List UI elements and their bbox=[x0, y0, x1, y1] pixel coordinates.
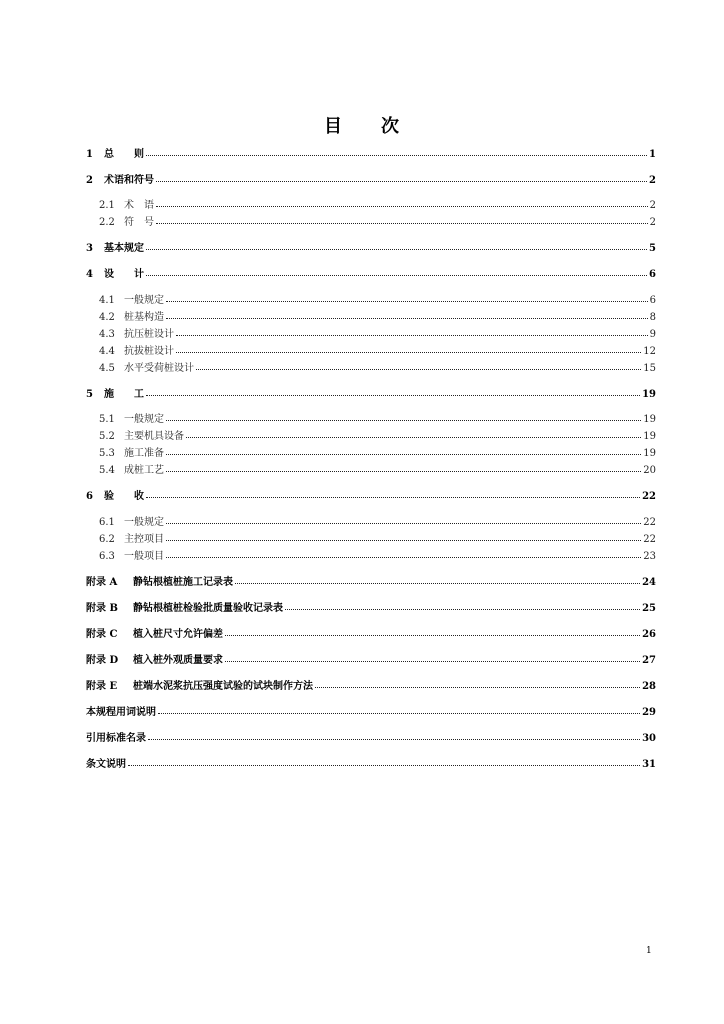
toc-entry-number: 附录 C bbox=[86, 629, 118, 640]
dot-leader bbox=[166, 470, 641, 472]
toc-entry-label: 一般规定 bbox=[124, 517, 164, 528]
toc-entry-page: 19 bbox=[643, 431, 656, 442]
toc-entry-label: 验 收 bbox=[104, 491, 144, 502]
dot-leader bbox=[166, 522, 641, 524]
toc-entry-page: 6 bbox=[649, 295, 656, 306]
toc-entry[interactable] bbox=[86, 428, 656, 442]
toc-entry-number: 附录 B bbox=[86, 603, 118, 614]
toc-entry-label: 本规程用词说明 bbox=[86, 707, 156, 718]
toc-entry-label: 施工准备 bbox=[124, 448, 164, 459]
toc-title: 目 次 bbox=[324, 116, 400, 137]
dot-leader bbox=[166, 419, 641, 421]
toc-entry[interactable] bbox=[86, 514, 656, 528]
toc-entry-number: 4.1 bbox=[99, 295, 115, 306]
toc-entry-label: 桩基构造 bbox=[124, 312, 164, 323]
toc-entry[interactable] bbox=[86, 600, 656, 614]
toc-entry-number: 4 bbox=[86, 269, 93, 280]
toc-entry-page: 2 bbox=[649, 175, 656, 186]
toc-entry-page: 27 bbox=[642, 655, 656, 666]
dot-leader bbox=[166, 317, 648, 319]
toc-entry-page: 2 bbox=[649, 200, 656, 211]
toc-entry[interactable] bbox=[86, 343, 656, 357]
toc-entry-number: 4.3 bbox=[99, 329, 115, 340]
toc-entry-label: 一般规定 bbox=[124, 414, 164, 425]
toc-entry-page: 19 bbox=[643, 414, 656, 425]
toc-entry[interactable] bbox=[86, 678, 656, 692]
toc-entry-number: 附录 A bbox=[86, 577, 118, 588]
dot-leader bbox=[315, 686, 640, 688]
toc-entry-page: 19 bbox=[642, 389, 656, 400]
dot-leader bbox=[166, 539, 641, 541]
toc-entry[interactable] bbox=[86, 326, 656, 340]
toc-entry-page: 8 bbox=[649, 312, 656, 323]
toc-entry[interactable] bbox=[86, 240, 656, 254]
toc-entry-page: 31 bbox=[642, 759, 656, 770]
toc-entry-page: 9 bbox=[649, 329, 656, 340]
dot-leader bbox=[176, 351, 641, 353]
toc-entry-label: 静钻根植桩检验批质量验收记录表 bbox=[133, 603, 283, 614]
page-number: 1 bbox=[646, 946, 652, 956]
dot-leader bbox=[166, 453, 641, 455]
dot-leader bbox=[156, 222, 648, 224]
toc-entry-label: 设 计 bbox=[104, 269, 144, 280]
toc-entry-page: 20 bbox=[643, 465, 656, 476]
dot-leader bbox=[156, 180, 647, 182]
toc-entry-number: 5.4 bbox=[99, 465, 115, 476]
toc-entry-page: 25 bbox=[642, 603, 656, 614]
toc-entry-label: 抗拔桩设计 bbox=[124, 346, 174, 357]
toc-entry-label: 成桩工艺 bbox=[124, 465, 164, 476]
dot-leader bbox=[176, 334, 648, 336]
toc-entry[interactable] bbox=[86, 411, 656, 425]
toc-entry-label: 引用标准名录 bbox=[86, 733, 146, 744]
toc-entry-page: 12 bbox=[643, 346, 656, 357]
toc-entry-number: 4.5 bbox=[99, 363, 115, 374]
toc-entry-label: 基本规定 bbox=[104, 243, 144, 254]
toc-entry[interactable] bbox=[86, 652, 656, 666]
toc-entry-page: 23 bbox=[643, 551, 656, 562]
toc-entry-label: 主要机具设备 bbox=[124, 431, 184, 442]
toc-entry[interactable] bbox=[86, 146, 656, 160]
toc-entry-page: 30 bbox=[642, 733, 656, 744]
dot-leader bbox=[225, 660, 640, 662]
toc-entry[interactable] bbox=[86, 309, 656, 323]
dot-leader bbox=[186, 436, 641, 438]
toc-entry-page: 19 bbox=[643, 448, 656, 459]
dot-leader bbox=[196, 368, 641, 370]
toc-entry-number: 3 bbox=[86, 243, 93, 254]
toc-entry-page: 26 bbox=[642, 629, 656, 640]
toc-entry-page: 6 bbox=[649, 269, 656, 280]
toc-entry-number: 6.3 bbox=[99, 551, 115, 562]
toc-entry[interactable] bbox=[86, 292, 656, 306]
toc-entry-page: 1 bbox=[649, 149, 656, 160]
toc-entry-number: 6.2 bbox=[99, 534, 115, 545]
toc-entry[interactable] bbox=[86, 626, 656, 640]
toc-entry-number: 2.1 bbox=[99, 200, 115, 211]
toc-entry-number: 6 bbox=[86, 491, 93, 502]
toc-entry-page: 5 bbox=[649, 243, 656, 254]
toc-entry-number: 5.1 bbox=[99, 414, 115, 425]
dot-leader bbox=[156, 205, 648, 207]
toc-entry[interactable] bbox=[86, 360, 656, 374]
toc-entry-number: 6.1 bbox=[99, 517, 115, 528]
toc-entry-number: 5.3 bbox=[99, 448, 115, 459]
toc-entry-number: 1 bbox=[86, 149, 93, 160]
dot-leader bbox=[166, 556, 641, 558]
toc-entry-number: 2.2 bbox=[99, 217, 115, 228]
toc-entry[interactable] bbox=[86, 756, 656, 770]
toc-entry-label: 抗压桩设计 bbox=[124, 329, 174, 340]
toc-entry-page: 22 bbox=[643, 534, 656, 545]
toc-entry[interactable] bbox=[86, 531, 656, 545]
toc-entry-page: 2 bbox=[649, 217, 656, 228]
toc-entry[interactable] bbox=[86, 730, 656, 744]
toc-entry[interactable] bbox=[86, 172, 656, 186]
toc-entry-label: 施 工 bbox=[104, 389, 144, 400]
toc-entry-number: 4.2 bbox=[99, 312, 115, 323]
toc-entry-number: 5 bbox=[86, 389, 93, 400]
toc-entry[interactable] bbox=[86, 214, 656, 228]
dot-leader bbox=[235, 582, 640, 584]
dot-leader bbox=[146, 248, 647, 250]
toc-entry-page: 24 bbox=[642, 577, 656, 588]
toc-entry-label: 条文说明 bbox=[86, 759, 126, 770]
toc-entry-page: 22 bbox=[643, 517, 656, 528]
toc-entry-label: 总 则 bbox=[104, 149, 144, 160]
toc-entry[interactable] bbox=[86, 266, 656, 280]
toc-entry-label: 水平受荷桩设计 bbox=[124, 363, 194, 374]
toc-entry[interactable] bbox=[86, 548, 656, 562]
toc-entry-number: 2 bbox=[86, 175, 93, 186]
toc-entry-number: 附录 D bbox=[86, 655, 119, 666]
toc-entry[interactable] bbox=[86, 462, 656, 476]
dot-leader bbox=[146, 394, 640, 396]
toc-entry-page: 15 bbox=[643, 363, 656, 374]
dot-leader bbox=[158, 712, 640, 714]
toc-entry-label: 术语和符号 bbox=[104, 175, 154, 186]
toc-entry-label: 一般项目 bbox=[124, 551, 164, 562]
toc-entry-label: 符 号 bbox=[124, 217, 154, 228]
toc-entry[interactable] bbox=[86, 197, 656, 211]
toc-entry-label: 主控项目 bbox=[124, 534, 164, 545]
dot-leader bbox=[146, 274, 647, 276]
toc-entry-label: 静钻根植桩施工记录表 bbox=[133, 577, 233, 588]
toc-entry-page: 28 bbox=[642, 681, 656, 692]
toc-entry[interactable] bbox=[86, 386, 656, 400]
toc-entry-number: 附录 E bbox=[86, 681, 118, 692]
toc-entry-page: 29 bbox=[642, 707, 656, 718]
toc-entry-label: 植入桩外观质量要求 bbox=[133, 655, 223, 666]
dot-leader bbox=[146, 154, 647, 156]
toc-entry[interactable] bbox=[86, 704, 656, 718]
toc-entry[interactable] bbox=[86, 574, 656, 588]
dot-leader bbox=[148, 738, 640, 740]
dot-leader bbox=[285, 608, 640, 610]
toc-entry-number: 5.2 bbox=[99, 431, 115, 442]
dot-leader bbox=[128, 764, 640, 766]
toc-entry-label: 术 语 bbox=[124, 200, 154, 211]
dot-leader bbox=[225, 634, 640, 636]
toc-entry-label: 植入桩尺寸允许偏差 bbox=[133, 629, 223, 640]
toc-entry-label: 桩端水泥浆抗压强度试验的试块制作方法 bbox=[133, 681, 313, 692]
toc-entry[interactable] bbox=[86, 445, 656, 459]
toc-entry-number: 4.4 bbox=[99, 346, 115, 357]
toc-entry-label: 一般规定 bbox=[124, 295, 164, 306]
toc-entry[interactable] bbox=[86, 488, 656, 502]
dot-leader bbox=[146, 496, 640, 498]
toc-entry-page: 22 bbox=[642, 491, 656, 502]
dot-leader bbox=[166, 300, 648, 302]
